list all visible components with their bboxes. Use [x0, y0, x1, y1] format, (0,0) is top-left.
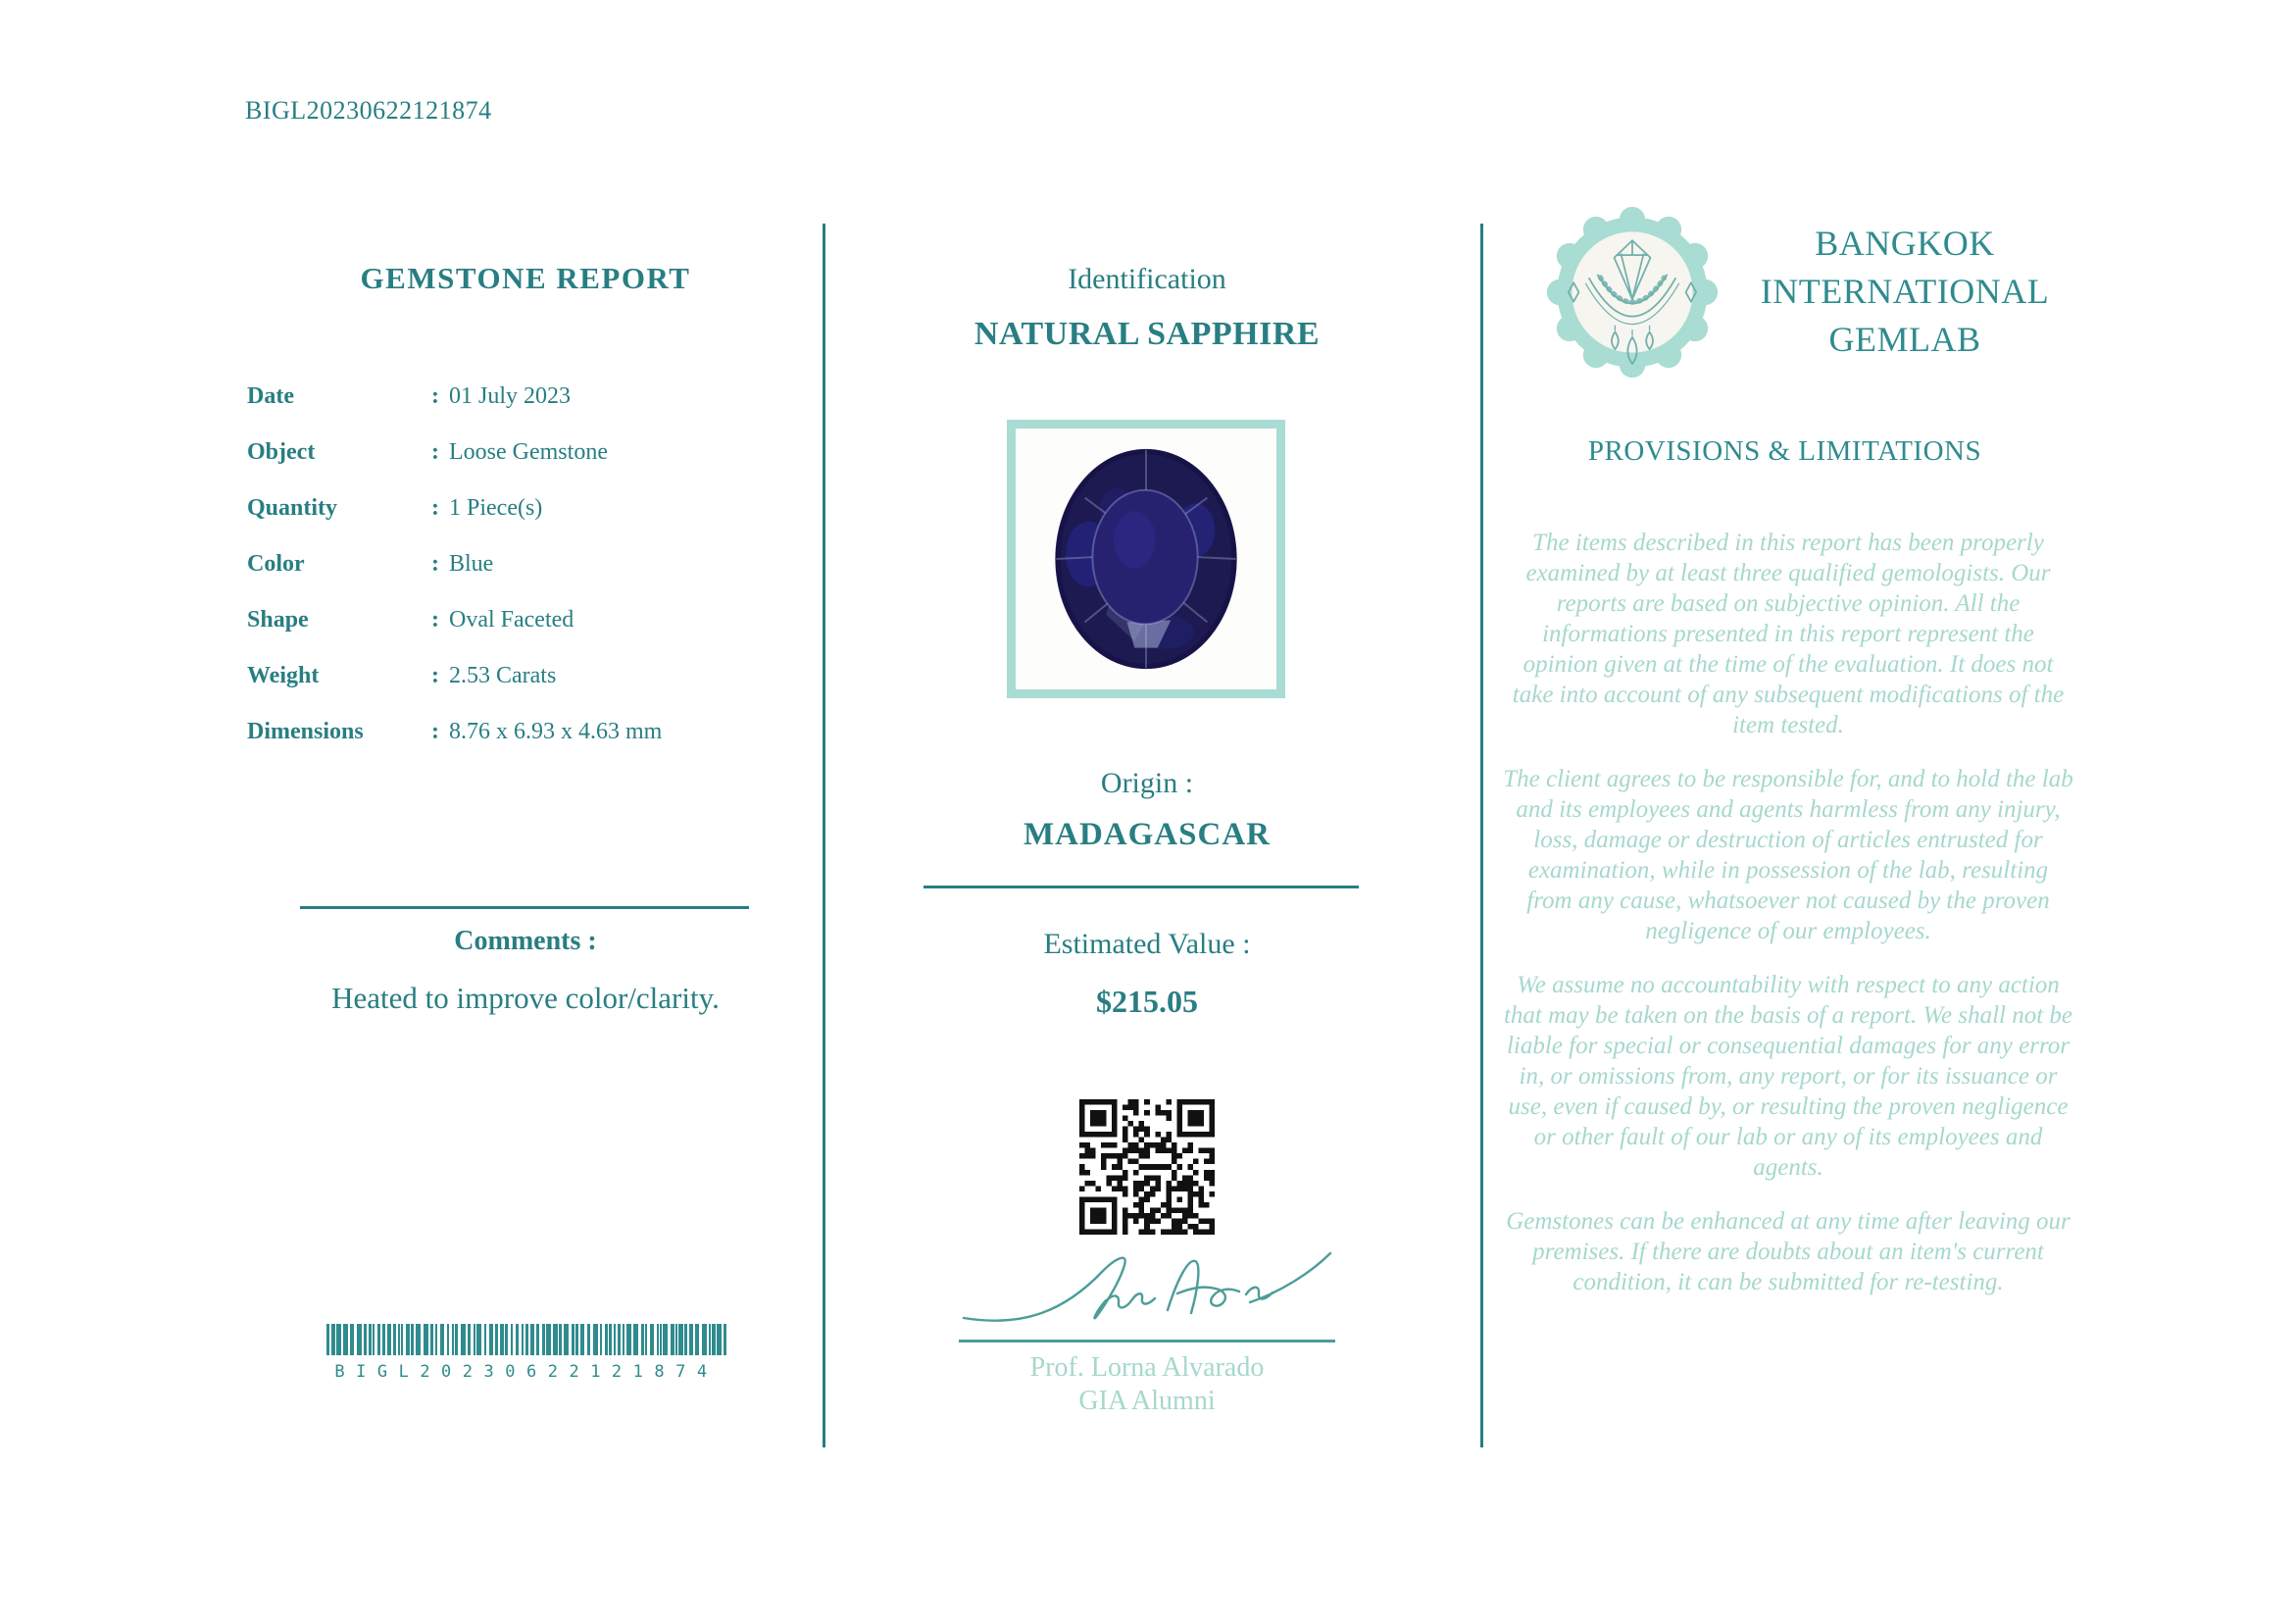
column-divider-right — [1480, 224, 1483, 1447]
field-label: Quantity — [247, 495, 338, 521]
provisions-heading: PROVISIONS & LIMITATIONS — [1587, 435, 1982, 467]
provisions-paragraph-1: The items described in this report has been properly examined by at least three qualified gemologists. Our reports are based on subjective opinion. All the informations presented in this report represent the opinion given at the time of the evaluation. It does not take into account of any subsequent modifications of the item tested. — [1512, 530, 2065, 738]
field-colon: : — [431, 607, 439, 633]
field-value: Loose Gemstone — [449, 439, 608, 465]
field-value: 1 Piece(s) — [449, 495, 543, 521]
provisions-paragraph-3: We assume no accountability with respect to any action that may be taken on the basis of a report. We shall not be liable for special or consequential damages for any error in, or omissions from, any report, or for its issuance or use, even if caused by, or resulting the proven negligence or other fault of our lab or any of its employees and agents. — [1503, 972, 2073, 1181]
field-row-object — [247, 425, 708, 481]
barcode-text: BIGL20230622121874 — [334, 1362, 719, 1382]
identification-heading: Identification — [1068, 263, 1226, 295]
field-value: Blue — [449, 551, 494, 577]
field-row-quantity — [247, 481, 708, 536]
qr-code-image — [1079, 1099, 1215, 1235]
gemstone-photo-frame — [1007, 420, 1285, 698]
provisions-paragraph-4: Gemstones can be enhanced at any time after leaving our premises. If there are doubts about an item's current condition, it can be submitted for re-testing. — [1506, 1208, 2071, 1295]
field-row-shape — [247, 592, 708, 648]
comments-heading: Comments : — [454, 926, 597, 956]
signature-icon — [956, 1241, 1338, 1340]
field-value: Oval Faceted — [449, 607, 574, 633]
origin-label: Origin : — [1100, 767, 1194, 799]
lab-name-line-3: GEMLAB — [1828, 320, 1981, 359]
column-divider-left — [823, 224, 825, 1447]
field-row-date — [247, 369, 708, 425]
barcode — [326, 1324, 726, 1382]
comments-divider-line — [300, 906, 749, 909]
lab-name-line-2: INTERNATIONAL — [1760, 272, 2050, 311]
field-colon: : — [431, 551, 439, 577]
report-title: GEMSTONE REPORT — [360, 261, 691, 295]
provisions-paragraph-2: The client agrees to be responsible for, and to hold the lab and its employees and agents harmless from any injury, loss, damage or destruction of articles entrusted for examination, while in possession of the lab, resulting from any cause, whatsoever not caused by the proven negligence of our employees. — [1503, 766, 2073, 944]
lab-name — [1733, 220, 2076, 364]
origin-value: MADAGASCAR — [1023, 817, 1271, 852]
provisions-text — [1503, 528, 2073, 1321]
estimated-value-label: Estimated Value : — [1043, 928, 1251, 960]
signature-line — [959, 1340, 1335, 1342]
comments-text: Heated to improve color/clarity. — [331, 981, 720, 1015]
field-row-weight — [247, 648, 708, 704]
signatory-name: Prof. Lorna Alvarado — [1029, 1352, 1265, 1383]
field-colon: : — [431, 383, 439, 409]
field-colon: : — [431, 663, 439, 688]
estimated-value-amount: $215.05 — [1096, 984, 1198, 1019]
field-label: Object — [247, 439, 316, 465]
signatory-title: GIA Alumni — [1078, 1386, 1216, 1416]
field-row-color — [247, 536, 708, 592]
field-label: Weight — [247, 663, 320, 688]
field-value: 01 July 2023 — [449, 383, 572, 409]
lab-name-line-1: BANGKOK — [1815, 224, 1995, 263]
field-colon: : — [431, 719, 439, 744]
barcode-image — [326, 1324, 726, 1355]
report-number: BIGL20230622121874 — [245, 96, 492, 125]
field-label: Color — [247, 551, 305, 577]
qr-code — [1079, 1099, 1215, 1235]
lab-logo-icon — [1546, 204, 1719, 380]
gemstone-photo — [1050, 444, 1242, 674]
identification-result: NATURAL SAPPHIRE — [973, 316, 1321, 352]
field-label: Shape — [247, 607, 309, 633]
field-label: Date — [247, 383, 294, 409]
field-row-dimensions — [247, 704, 708, 760]
value-divider-line — [923, 886, 1359, 888]
field-colon: : — [431, 495, 439, 521]
field-value: 8.76 x 6.93 x 4.63 mm — [449, 719, 663, 744]
field-value: 2.53 Carats — [449, 663, 557, 688]
field-label: Dimensions — [247, 719, 364, 744]
field-colon: : — [431, 439, 439, 465]
report-fields — [247, 369, 708, 760]
